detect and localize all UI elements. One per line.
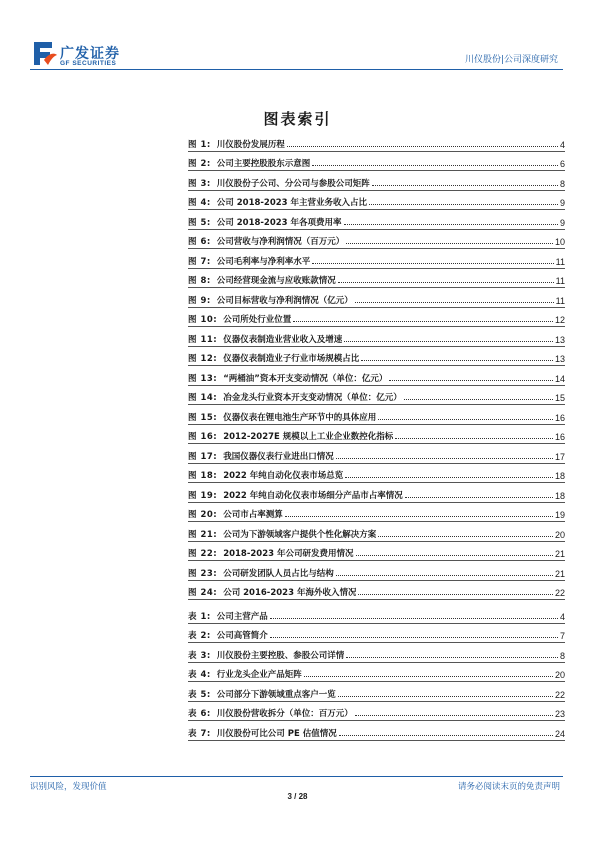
figure-index-list — [188, 132, 565, 600]
entry-label: 图 8: — [188, 276, 211, 286]
entry-page: 22 — [554, 689, 565, 700]
entry-page: 4 — [559, 139, 565, 150]
entry-label: 表 4: — [188, 670, 211, 680]
entry-label: 图 18: — [188, 471, 218, 481]
logo-text-en: GF SECURITIES — [60, 60, 117, 67]
entry-label: 图 7: — [188, 256, 211, 267]
entry-title: 公司 2018-2023 年各项费用率 — [216, 217, 342, 228]
entry-label: 表 3: — [188, 650, 211, 661]
leader-dots — [389, 380, 553, 381]
entry-page: 16 — [554, 432, 565, 442]
figure-index-entry[interactable] — [188, 152, 565, 172]
entry-title: 公司毛利率与净利率水平 — [216, 256, 311, 267]
entry-title: 川仪股份可比公司 PE 估值情况 — [216, 728, 337, 739]
entry-label: 图 3: — [188, 178, 211, 189]
leader-dots — [346, 243, 553, 244]
leader-dots — [344, 341, 553, 342]
leader-dots — [338, 282, 554, 283]
entry-title: 川仪股份营收拆分（单位：百万元） — [216, 709, 353, 719]
entry-label: 图 14: — [188, 393, 218, 403]
entry-page: 24 — [554, 728, 565, 739]
leader-dots — [345, 477, 553, 478]
entry-page: 23 — [554, 709, 565, 719]
entry-title: 公司营收与净利润情况（百万元） — [216, 237, 345, 247]
figure-index-entry[interactable] — [188, 230, 565, 250]
table-index-entry[interactable] — [188, 624, 565, 644]
entry-title: 2022 年纯自动化仪表市场总览 — [223, 471, 344, 481]
leader-dots — [339, 735, 553, 736]
leader-dots — [336, 458, 553, 459]
figure-index-entry[interactable] — [188, 561, 565, 581]
entry-title: 2012-2027E 规模以上工业企业数控化指标 — [223, 432, 394, 442]
entry-title: 川仪股份子公司、分公司与参股公司矩阵 — [216, 178, 370, 189]
figure-index-entry[interactable] — [188, 347, 565, 367]
entry-title: 公司 2018-2023 年主营业务收入占比 — [216, 198, 368, 208]
entry-page: 19 — [554, 510, 565, 520]
entry-title: 2022 年纯自动化仪表市场细分产品市占率情况 — [223, 490, 403, 501]
figure-index-entry[interactable] — [188, 269, 565, 289]
footer-disclaimer: 请务必阅读末页的免责声明 — [457, 782, 560, 792]
entry-title: 仪器仪表制造业子行业市场规模占比 — [223, 354, 360, 364]
entry-label: 图 6: — [188, 237, 211, 247]
entry-label: 图 15: — [188, 412, 218, 423]
entry-page: 9 — [559, 198, 565, 208]
entry-title: 公司市占率测算 — [223, 510, 283, 520]
entry-label: 表 7: — [188, 728, 211, 739]
figure-index-entry[interactable] — [188, 386, 565, 406]
entry-page: 10 — [554, 237, 565, 247]
leader-dots — [293, 321, 553, 322]
entry-page: 18 — [554, 490, 565, 501]
entry-label: 图 20: — [188, 510, 218, 520]
table-index-entry[interactable] — [188, 604, 565, 624]
entry-page: 18 — [554, 471, 565, 481]
figure-index-entry[interactable] — [188, 132, 565, 152]
entry-title: 公司主营产品 — [216, 611, 268, 622]
figure-index-entry[interactable] — [188, 288, 565, 308]
leader-dots — [372, 185, 558, 186]
entry-label: 图 1: — [188, 139, 211, 150]
figure-index-entry[interactable] — [188, 425, 565, 445]
entry-label: 图 16: — [188, 432, 218, 442]
table-index-entry[interactable] — [188, 682, 565, 702]
entry-page: 8 — [559, 178, 565, 189]
leader-dots — [312, 165, 558, 166]
entry-title: 冶金龙头行业资本开支变动情况（单位：亿元） — [223, 393, 402, 403]
leader-dots — [405, 497, 553, 498]
figure-index-entry[interactable] — [188, 444, 565, 464]
entry-title: 川仪股份主要控股、参股公司详情 — [216, 650, 345, 661]
leader-dots — [270, 637, 558, 638]
footer-divider — [30, 776, 563, 777]
figure-index-entry[interactable] — [188, 366, 565, 386]
entry-page: 20 — [554, 529, 565, 540]
entry-page: 22 — [554, 588, 565, 598]
leader-dots — [361, 360, 553, 361]
entry-page: 20 — [554, 670, 565, 680]
entry-label: 图 11: — [188, 334, 218, 345]
entry-title: 我国仪器仪表行业进出口情况 — [223, 451, 334, 462]
entry-title: 公司目标营收与净利润情况（亿元） — [216, 295, 353, 306]
entry-title: 仪器仪表在锂电池生产环节中的具体应用 — [223, 412, 377, 423]
figure-index-entry[interactable] — [188, 483, 565, 503]
leader-dots — [338, 696, 553, 697]
table-index-entry[interactable] — [188, 663, 565, 683]
entry-label: 表 2: — [188, 631, 211, 641]
entry-page: 12 — [554, 315, 565, 325]
entry-label: 表 1: — [188, 611, 211, 622]
entry-title: “两桶油”资本开支变动情况（单位：亿元） — [223, 373, 388, 384]
entry-label: 图 9: — [188, 295, 211, 306]
entry-page: 21 — [554, 568, 565, 579]
entry-page: 13 — [554, 334, 565, 345]
figure-index-entry[interactable] — [188, 191, 565, 211]
entry-label: 图 21: — [188, 529, 218, 540]
entry-title: 公司主要控股股东示意图 — [216, 159, 311, 169]
entry-page: 11 — [555, 276, 565, 286]
leader-dots — [346, 657, 558, 658]
header-report-title: 川仪股份|公司深度研究 — [464, 55, 558, 65]
leader-dots — [355, 715, 553, 716]
entry-page: 16 — [554, 412, 565, 423]
entry-label: 图 23: — [188, 568, 218, 579]
entry-page: 17 — [554, 451, 565, 462]
entry-title: 川仪股份发展历程 — [216, 139, 285, 150]
figure-index-entry[interactable] — [188, 327, 565, 347]
figure-index-entry[interactable] — [188, 542, 565, 562]
figure-index-entry[interactable] — [188, 249, 565, 269]
table-index-list — [188, 604, 565, 741]
table-index-entry[interactable] — [188, 721, 565, 741]
table-index-entry[interactable] — [188, 702, 565, 722]
page-header — [0, 0, 595, 72]
leader-dots — [395, 438, 553, 439]
figure-index-entry[interactable] — [188, 581, 565, 601]
entry-page: 11 — [555, 295, 565, 306]
figure-index-entry[interactable] — [188, 405, 565, 425]
entry-label: 图 13: — [188, 373, 218, 384]
leader-dots — [369, 204, 558, 205]
entry-page: 11 — [555, 256, 565, 267]
table-index-entry[interactable] — [188, 643, 565, 663]
entry-page: 6 — [559, 159, 565, 169]
entry-page: 9 — [559, 217, 565, 228]
entry-label: 图 24: — [188, 588, 218, 598]
entry-title: 仪器仪表制造业营业收入及增速 — [223, 334, 343, 345]
entry-label: 表 6: — [188, 709, 211, 719]
entry-label: 图 22: — [188, 549, 218, 559]
leader-dots — [304, 676, 553, 677]
entry-label: 图 5: — [188, 217, 211, 228]
entry-page: 7 — [559, 631, 565, 641]
leader-dots — [344, 224, 558, 225]
entry-title: 公司部分下游领域重点客户一览 — [216, 689, 336, 700]
leader-dots — [358, 594, 553, 595]
page-title: 图表索引 — [263, 110, 332, 128]
leader-dots — [404, 399, 553, 400]
entry-label: 图 2: — [188, 159, 211, 169]
entry-label: 表 5: — [188, 689, 211, 700]
figure-index-entry[interactable] — [188, 464, 565, 484]
leader-dots — [287, 146, 558, 147]
leader-dots — [378, 536, 553, 537]
leader-dots — [285, 516, 553, 517]
entry-page: 21 — [554, 549, 565, 559]
entry-label: 图 10: — [188, 315, 218, 325]
entry-label: 图 4: — [188, 198, 211, 208]
logo-text-cn: 广发证券 — [60, 46, 120, 62]
entry-page: 4 — [559, 611, 565, 622]
figure-index-entry[interactable] — [188, 503, 565, 523]
entry-label: 图 17: — [188, 451, 218, 462]
header-divider — [30, 69, 563, 70]
page-number: 3 / 28 — [287, 792, 308, 801]
entry-title: 公司为下游领域客户提供个性化解决方案 — [223, 529, 377, 540]
entry-title: 公司所处行业位置 — [223, 315, 292, 325]
figure-index-entry[interactable] — [188, 308, 565, 328]
figure-index-entry[interactable] — [188, 210, 565, 230]
entry-title: 行业龙头企业产品矩阵 — [216, 670, 302, 680]
entry-title: 2018-2023 年公司研发费用情况 — [223, 549, 354, 559]
leader-dots — [270, 618, 558, 619]
entry-title: 公司 2016-2023 年海外收入情况 — [223, 588, 357, 598]
figure-index-entry[interactable] — [188, 522, 565, 542]
entry-page: 15 — [554, 393, 565, 403]
entry-page: 8 — [559, 650, 565, 661]
entry-label: 图 12: — [188, 354, 218, 364]
entry-title: 公司研发团队人员占比与结构 — [223, 568, 334, 579]
entry-page: 14 — [554, 373, 565, 384]
leader-dots — [312, 263, 553, 264]
entry-page: 13 — [554, 354, 565, 364]
leader-dots — [336, 575, 553, 576]
entry-title: 公司经营现金流与应收账款情况 — [216, 276, 336, 286]
entry-title: 公司高管简介 — [216, 631, 268, 641]
leader-dots — [356, 555, 553, 556]
leader-dots — [378, 419, 553, 420]
footer-slogan: 识别风险，发现价值 — [30, 782, 107, 792]
figure-index-entry[interactable] — [188, 171, 565, 191]
leader-dots — [355, 302, 554, 303]
entry-label: 图 19: — [188, 490, 218, 501]
